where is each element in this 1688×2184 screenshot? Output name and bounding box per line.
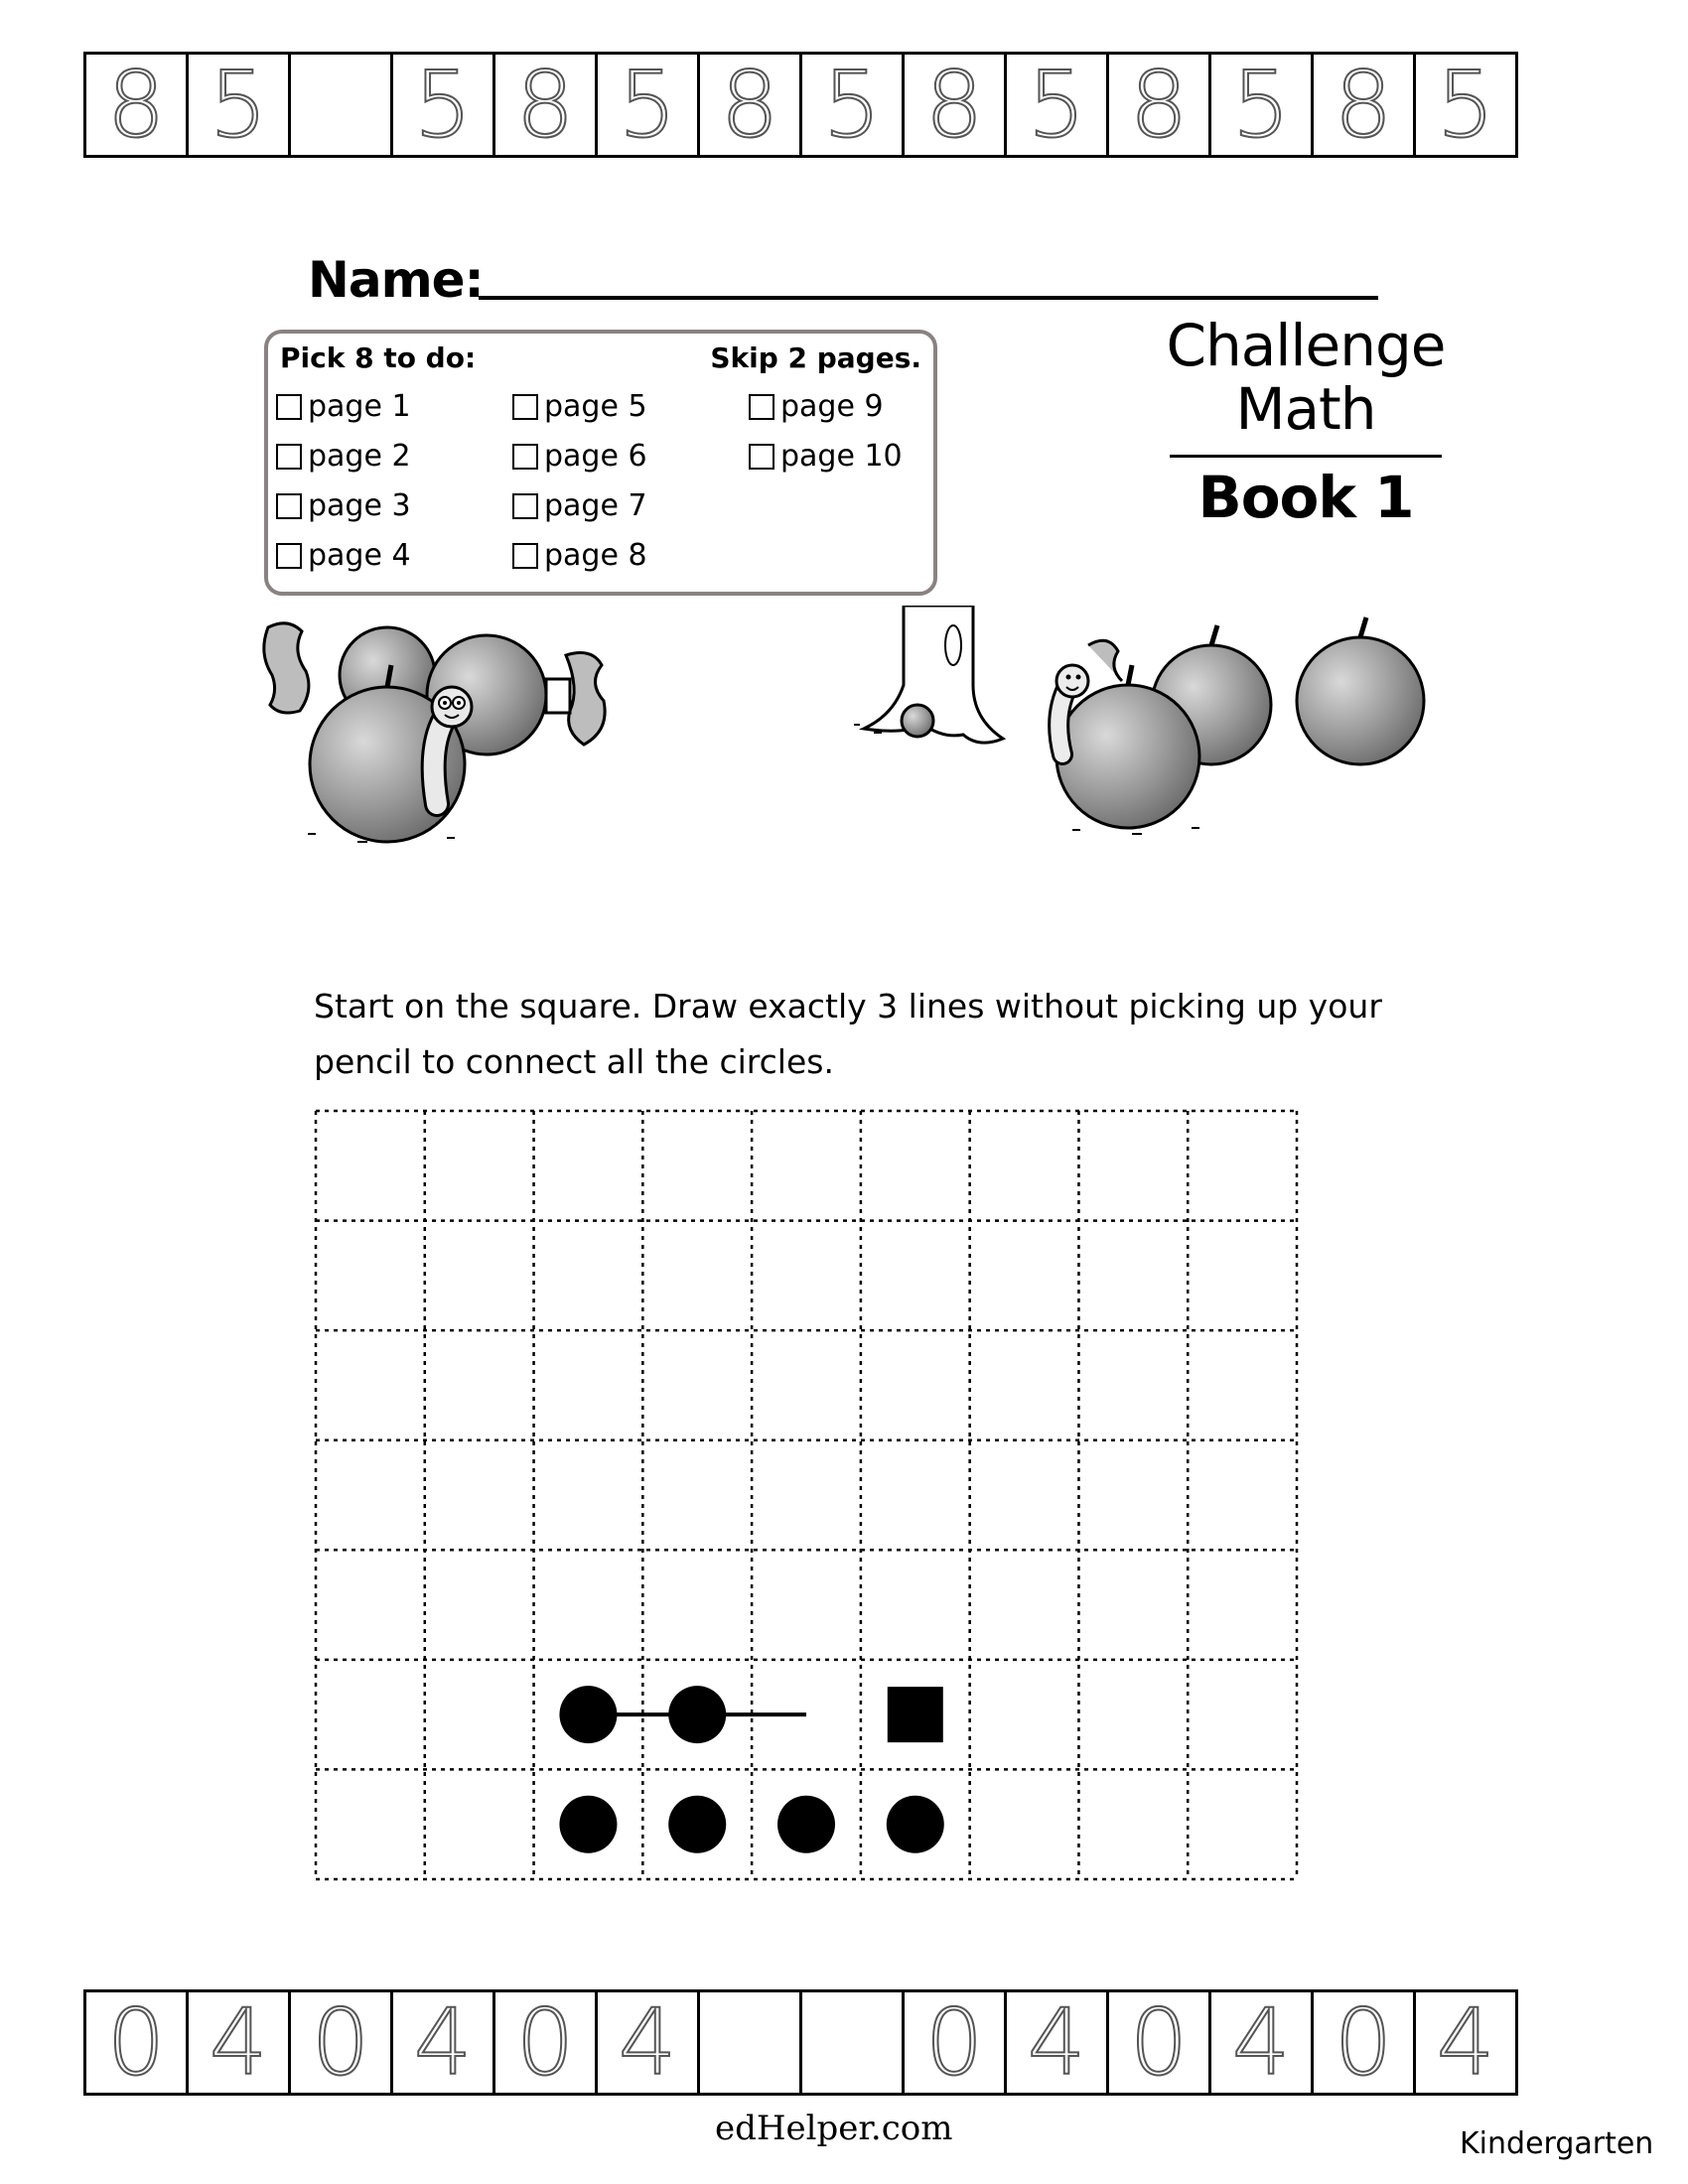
tracing-cell	[700, 1992, 802, 2093]
skip-heading: Skip 2 pages.	[710, 341, 921, 374]
tracing-cell	[291, 55, 393, 155]
book-title	[1162, 314, 1450, 529]
page-option[interactable]	[276, 488, 411, 523]
title-divider	[1170, 455, 1442, 458]
tracing-cell	[393, 51, 495, 158]
checkbox[interactable]	[276, 394, 302, 420]
name-write-line[interactable]	[479, 296, 1378, 300]
tracing-digit: 0	[515, 1988, 575, 2096]
tracing-cell	[905, 51, 1007, 158]
page-option[interactable]	[512, 389, 647, 424]
tracing-digit: 4	[1027, 1988, 1086, 2096]
tracing-cell	[393, 1988, 495, 2096]
tracing-cell	[1416, 51, 1518, 158]
tracing-cell	[1314, 51, 1416, 158]
tracing-cell	[1109, 51, 1211, 158]
page-option-label: page 6	[544, 439, 647, 474]
tracing-cell	[495, 51, 598, 158]
checkbox[interactable]	[512, 444, 538, 470]
tracing-digit: 8	[1334, 51, 1393, 158]
tracing-cell	[802, 1992, 905, 2093]
grid-canvas[interactable]	[314, 1109, 1299, 1881]
page-option-label: page 5	[544, 389, 647, 424]
checkbox[interactable]	[512, 394, 538, 420]
page-option[interactable]	[276, 389, 411, 424]
tracing-digit: 4	[618, 1988, 677, 2096]
checkbox[interactable]	[749, 394, 774, 420]
tracing-cell	[1416, 1988, 1518, 2096]
tracing-cell	[1109, 1988, 1211, 2096]
checkbox[interactable]	[749, 444, 774, 470]
tracing-digit: 4	[1436, 1988, 1495, 2096]
page-option[interactable]	[276, 538, 411, 573]
pick-heading: Pick 8 to do:	[280, 341, 477, 374]
footer-site-name: edHelper.com	[715, 2109, 953, 2148]
page-option-label: page 4	[308, 538, 411, 573]
start-square	[888, 1687, 943, 1742]
tracing-digit: 8	[720, 51, 779, 158]
page-option[interactable]	[749, 389, 884, 424]
page-option[interactable]	[512, 488, 647, 523]
page-option-label: page 10	[780, 439, 903, 474]
tracing-digit: 5	[1231, 51, 1291, 158]
page-option[interactable]	[512, 538, 647, 573]
dot-puzzle-grid[interactable]	[314, 1109, 1299, 1881]
tracing-digit: 0	[924, 1988, 984, 2096]
checkbox[interactable]	[276, 493, 302, 519]
tracing-strip-top	[83, 52, 1518, 158]
page-option-label: page 7	[544, 488, 647, 523]
tracing-cell	[1007, 1988, 1109, 2096]
tracing-digit: 0	[311, 1988, 370, 2096]
tracing-digit: 0	[106, 1988, 166, 2096]
page-option[interactable]	[512, 439, 647, 474]
title-line: Challenge	[1166, 312, 1446, 379]
tracing-strip-bottom	[83, 1989, 1518, 2096]
tracing-cell	[700, 51, 802, 158]
apples-worm-illustration-left	[248, 615, 665, 854]
tracing-digit: 0	[1129, 1988, 1189, 2096]
tracing-digit: 8	[515, 51, 575, 158]
tracing-digit: 0	[1334, 1988, 1393, 2096]
tracing-cell	[86, 51, 189, 158]
tracing-digit: 4	[1231, 1988, 1291, 2096]
checkbox[interactable]	[276, 543, 302, 569]
pick-pages-box	[264, 330, 937, 596]
tracing-cell	[189, 1988, 291, 2096]
puzzle-circle	[668, 1686, 726, 1743]
puzzle-instructions	[314, 979, 1406, 1090]
title-line: Book 1	[1197, 464, 1414, 531]
tracing-cell	[598, 1988, 700, 2096]
tracing-digit: 4	[413, 1988, 473, 2096]
tracing-digit: 5	[822, 51, 882, 158]
name-label: Name:	[308, 251, 484, 309]
instruction-line: pencil to connect all the circles.	[314, 1042, 834, 1081]
tracing-cell	[802, 51, 905, 158]
page-option-label: page 2	[308, 439, 411, 474]
tracing-cell	[1211, 1988, 1314, 2096]
tracing-cell	[189, 51, 291, 158]
puzzle-circle	[887, 1796, 944, 1853]
puzzle-circle	[668, 1796, 726, 1853]
tracing-digit: 8	[924, 51, 984, 158]
puzzle-circle	[559, 1796, 617, 1853]
instruction-line: Start on the square. Draw exactly 3 lines without picking up your	[314, 987, 1382, 1025]
tracing-cell	[1007, 51, 1109, 158]
tree-apples-illustration-right	[834, 606, 1450, 844]
page-option-label: page 8	[544, 538, 647, 573]
footer-grade-level: Kindergarten	[1460, 2126, 1654, 2161]
tracing-cell	[905, 1988, 1007, 2096]
checkbox[interactable]	[512, 543, 538, 569]
tracing-digit: 8	[1129, 51, 1189, 158]
page-option-label: page 1	[308, 389, 411, 424]
tracing-cell	[1211, 51, 1314, 158]
puzzle-circle	[559, 1686, 617, 1743]
tracing-digit: 5	[618, 51, 677, 158]
tracing-digit: 5	[1436, 51, 1495, 158]
page-option-label: page 3	[308, 488, 411, 523]
tracing-cell	[1314, 1988, 1416, 2096]
tracing-digit: 4	[209, 1988, 268, 2096]
tracing-cell	[291, 1988, 393, 2096]
tracing-digit: 5	[209, 51, 268, 158]
tracing-cell	[598, 51, 700, 158]
checkbox[interactable]	[276, 444, 302, 470]
tracing-cell	[86, 1988, 189, 2096]
checkbox[interactable]	[512, 493, 538, 519]
page-option-label: page 9	[780, 389, 884, 424]
tracing-cell	[495, 1988, 598, 2096]
tracing-digit: 5	[1027, 51, 1086, 158]
title-line: Math	[1235, 375, 1376, 443]
tracing-digit: 8	[106, 51, 166, 158]
puzzle-circle	[777, 1796, 835, 1853]
tracing-digit: 5	[413, 51, 473, 158]
page-option[interactable]	[276, 439, 411, 474]
page-option[interactable]	[749, 439, 903, 474]
